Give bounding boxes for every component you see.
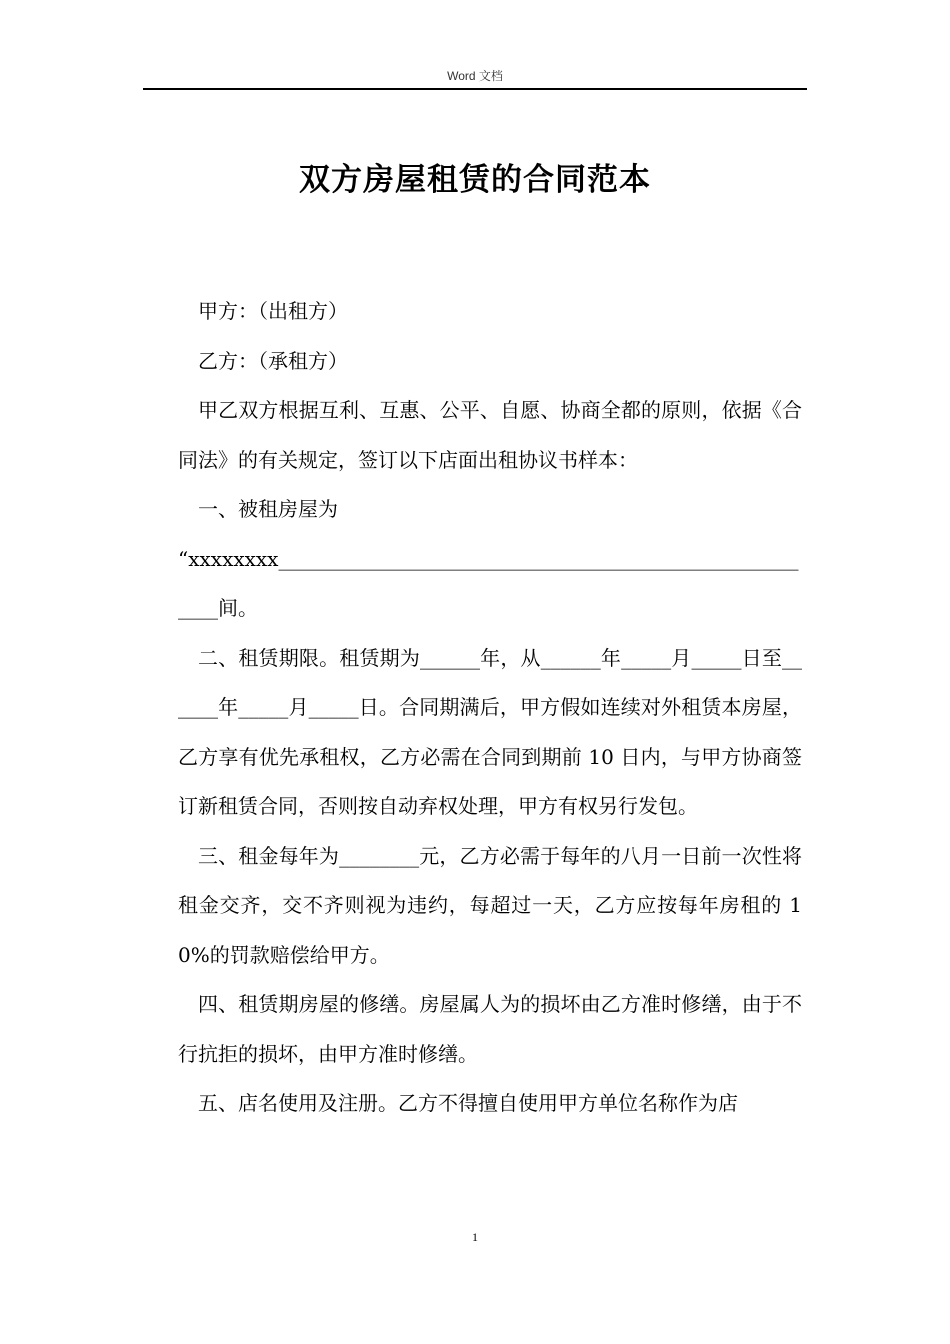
paragraph-clause-3: 三、租金每年为________元，乙方必需于每年的八月一日前一次性将租金交齐，交不齐则视为违约，每超过一天，乙方应按每年房租的 10%的罚款赔偿给甲方。 bbox=[178, 843, 802, 967]
paragraph-party-b: 乙方：（承租方） bbox=[198, 348, 348, 373]
paragraph-clause-4: 四、租赁期房屋的修缮。房屋属人为的损坏由乙方准时修缮，由于不行抗拒的损坏，由甲方准时修缮。 bbox=[178, 992, 802, 1066]
page-header bbox=[143, 66, 807, 90]
paragraph-clause-5: 五、店名使用及注册。乙方不得擅自使用甲方单位名称作为店 bbox=[198, 1091, 738, 1115]
paragraph-clause-1: 一、被租房屋为 bbox=[198, 497, 338, 521]
paragraph-clause-1-detail: “xxxxxxxx________________________________________________________间。 bbox=[178, 546, 799, 620]
document-title: 双方房屋租赁的合同范本 bbox=[299, 162, 651, 198]
paragraph-party-a: 甲方：（出租方） bbox=[198, 299, 348, 323]
paragraph-clause-2: 二、租赁期限。租赁期为______年，从______年_____月_____日至______年_____月_____日。合同期满后，甲方假如连续对外租赁本房屋，乙方享有优先承租权，乙方必需在合同到期前 10 日内，与甲方协商签订新租赁合同，否则按自动弃权处理，甲方有权另行发包。 bbox=[178, 645, 802, 818]
paragraph-preamble: 甲乙双方根据互利、互惠、公平、自愿、协商全都的原则，依据《合同法》的有关规定，签订以下店面出租协议书样本： bbox=[178, 398, 802, 472]
document-body bbox=[178, 287, 802, 1129]
page-number: 1 bbox=[472, 1230, 478, 1244]
header-label: Word 文档 bbox=[447, 69, 503, 83]
